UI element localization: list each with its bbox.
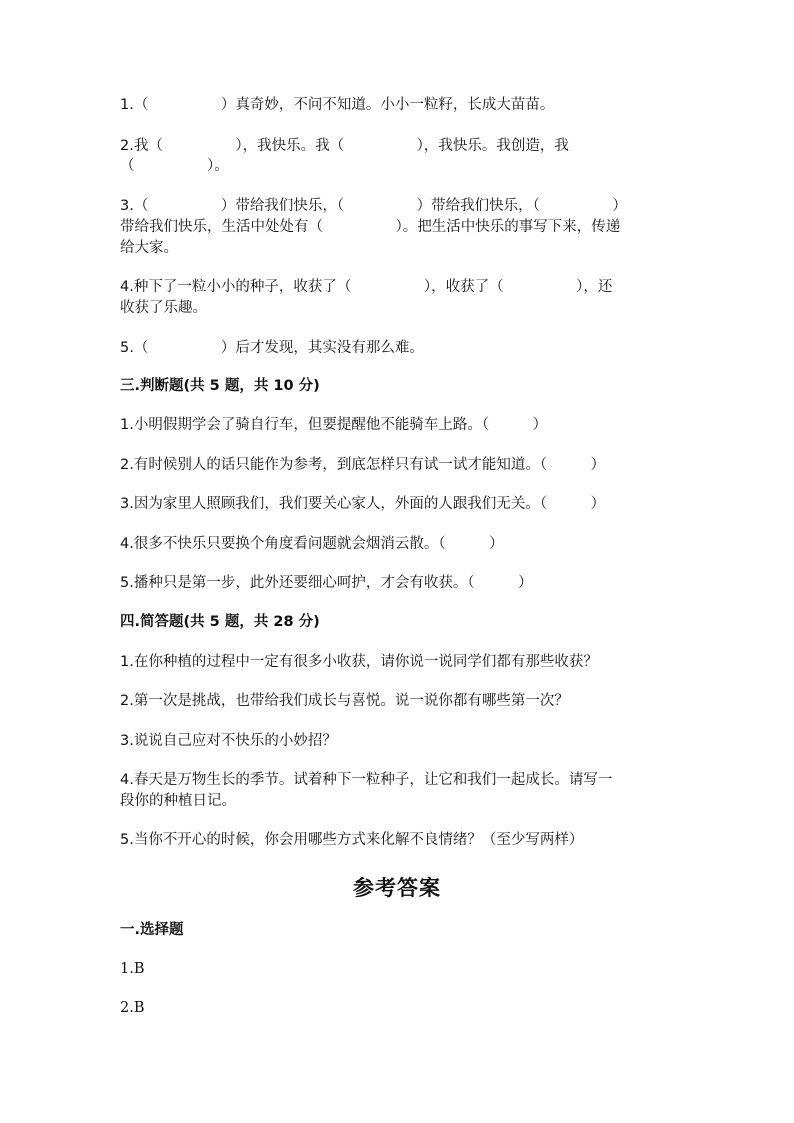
fill-blank-question-3-line-2: 带给我们快乐，生活中处处有（ ）。把生活中快乐的事写下来，传递 (120, 219, 621, 235)
answer-key-title: 参考答案 (353, 875, 441, 900)
true-false-question-5: 5.播种只是第一步，此外还要细心呵护，才会有收获。（ ） (120, 575, 533, 591)
fill-blank-question-3-line-3: 给大家。 (120, 240, 178, 256)
true-false-question-3: 3.因为家里人照顾我们，我们要关心家人，外面的人跟我们无关。（ ） (120, 496, 606, 512)
short-answer-question-4-line-2: 段你的种植日记。 (120, 793, 236, 809)
answer-item-2: 2.B (120, 1000, 145, 1016)
fill-blank-question-2-line-1: 2.我（ ），我快乐。我（ ），我快乐。我创造，我 (120, 138, 569, 154)
fill-blank-question-4-line-1: 4.种下了一粒小小的种子，收获了（ ），收获了（ ），还 (120, 279, 613, 295)
fill-blank-question-5: 5.（ ）后才发现，其实没有那么难。 (120, 340, 424, 356)
fill-blank-question-1: 1.（ ）真奇妙，不问不知道。小小一粒籽，长成大苗苗。 (120, 97, 555, 113)
true-false-question-4: 4.很多不快乐只要换个角度看问题就会烟消云散。（ ） (120, 536, 504, 552)
answer-section-1-heading: 一.选择题 (120, 922, 184, 938)
short-answer-question-5: 5.当你不开心的时候，你会用哪些方式来化解不良情绪？（至少写两样） (120, 832, 584, 848)
short-answer-question-4-line-1: 4.春天是万物生长的季节。试着种下一粒种子，让它和我们一起成长。请写一 (120, 772, 613, 788)
short-answer-question-2: 2.第一次是挑战，也带给我们成长与喜悦。说一说你都有哪些第一次？ (120, 693, 569, 709)
true-false-question-2: 2.有时候别人的话只能作为参考，到底怎样只有试一试才能知道。（ ） (120, 457, 606, 473)
fill-blank-question-4-line-2: 收获了乐趣。 (120, 300, 207, 316)
fill-blank-question-2-line-2: （ ）。 (120, 158, 229, 174)
true-false-question-1: 1.小明假期学会了骑自行车，但要提醒他不能骑车上路。（ ） (120, 417, 548, 433)
short-answer-section-heading: 四.简答题(共 5 题，共 28 分) (120, 614, 320, 630)
fill-blank-question-3-line-1: 3.（ ）带给我们快乐，（ ）带给我们快乐，（ ） (120, 198, 627, 214)
true-false-section-heading: 三.判断题(共 5 题，共 10 分) (120, 378, 320, 394)
short-answer-question-3: 3.说说自己应对不快乐的小妙招？ (120, 733, 337, 749)
answer-item-1: 1.B (120, 961, 145, 977)
short-answer-question-1: 1.在你种植的过程中一定有很多小收获，请你说一说同学们都有那些收获？ (120, 654, 598, 670)
